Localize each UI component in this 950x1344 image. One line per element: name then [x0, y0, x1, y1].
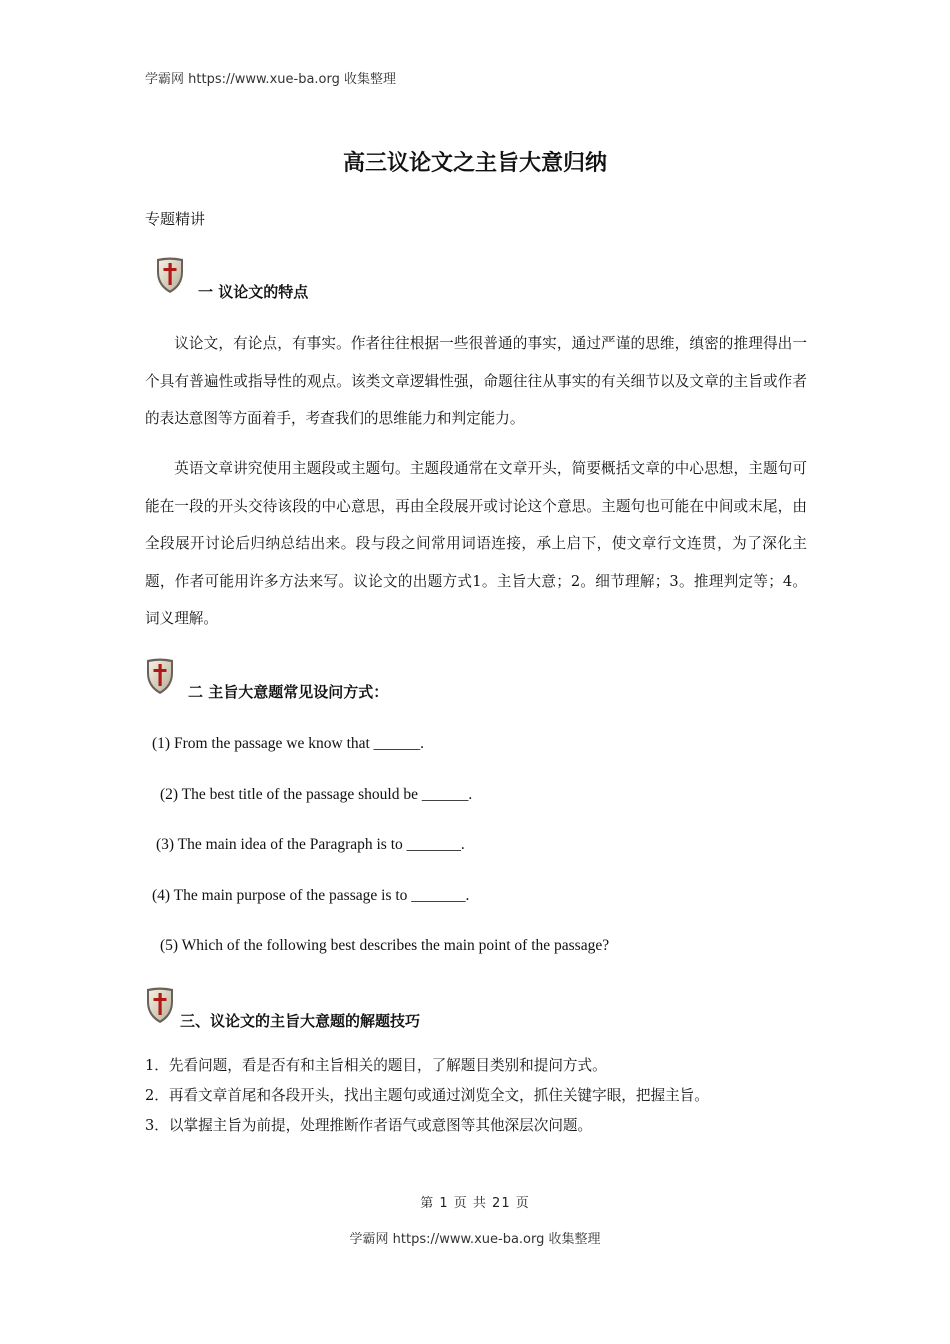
shield-cross-icon: [155, 256, 185, 294]
question-1: (1) From the passage we know that ______.: [152, 735, 425, 752]
question-5: (5) Which of the following best describes the main point of the passage?: [160, 937, 610, 954]
page-footer: 学霸网 https://www.xue-ba.org 收集整理: [349, 1232, 601, 1247]
paragraph-2: 英语文章讲究使用主题段或主题句。主题段通常在文章开头，简要概括文章的中心思想，主题句可能在一段的开头交待该段的中心意思，再由全段展开或讨论这个意思。主题句也可能在中间或末尾，由全段展开讨论后归纳总结出来。段与段之间常用词语连接，承上启下，使文章行文连贯，为了深化主题，作者可能用许多方法来写。议论文的出题方式1。主旨大意；2。细节理解；3。推理判定等；4。词义理解。: [145, 460, 807, 627]
document-title: 高三议论文之主旨大意归纳: [342, 151, 607, 176]
section-heading-2: 二 主旨大意题常见设问方式：: [188, 683, 389, 701]
shield-cross-icon: [145, 986, 175, 1024]
tip-2: 2．再看文章首尾和各段开头，找出主题句或通过浏览全文，抓住关键字眼，把握主旨。: [145, 1087, 709, 1104]
paragraph-1: 议论文，有论点，有事实。作者往往根据一些很普通的事实，通过严谨的思维，缜密的推理得出一个具有普遍性或指导性的观点。该类文章逻辑性强，命题往往从事实的有关细节以及文章的主旨或作者的表达意图等方面着手，考查我们的思维能力和判定能力。: [145, 335, 807, 427]
tip-3: 3．以掌握主旨为前提，处理推断作者语气或意图等其他深层次问题。: [145, 1117, 593, 1134]
section-heading-1: 一 议论文的特点: [198, 283, 309, 301]
section-heading-3: 三、议论文的主旨大意题的解题技巧: [180, 1012, 421, 1030]
shield-cross-icon: [145, 657, 175, 695]
page-number: 第 1 页 共 21 页: [420, 1196, 530, 1211]
subtitle: 专题精讲: [145, 210, 206, 228]
question-4: (4) The main purpose of the passage is to _______.: [152, 887, 470, 904]
page-header: 学霸网 https://www.xue-ba.org 收集整理: [145, 72, 396, 87]
question-3: (3) The main idea of the Paragraph is to _______.: [156, 836, 465, 853]
question-2: (2) The best title of the passage should be ______.: [160, 786, 473, 803]
tip-1: 1．先看问题，看是否有和主旨相关的题目，了解题目类别和提问方式。: [145, 1057, 607, 1074]
